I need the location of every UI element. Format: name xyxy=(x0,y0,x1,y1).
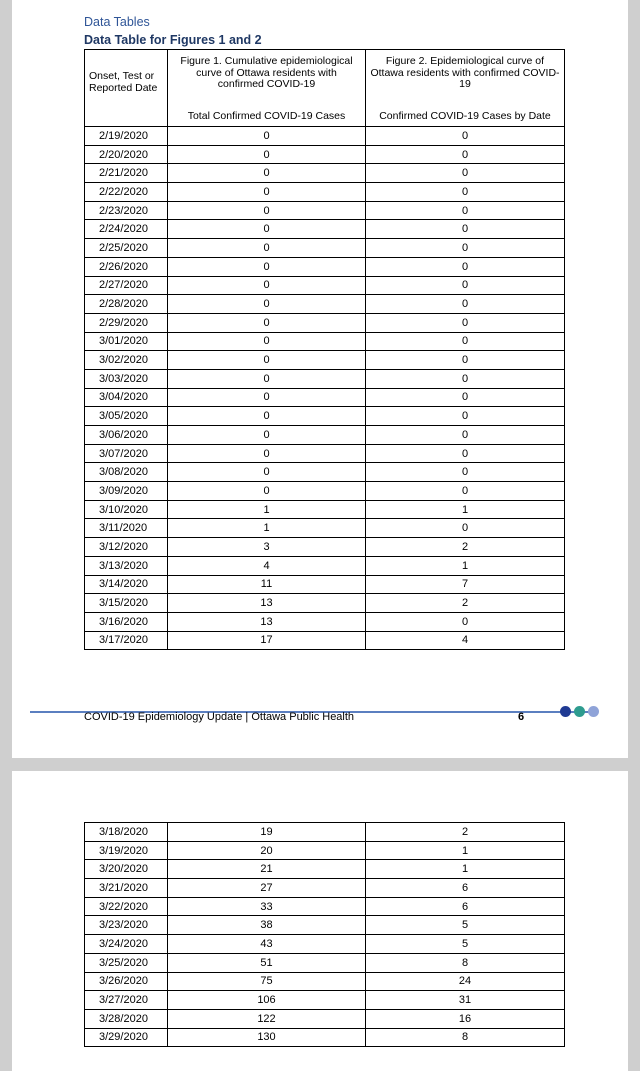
date-cell: 2/28/2020 xyxy=(85,295,168,314)
cumulative-cases-cell: 13 xyxy=(168,594,366,613)
date-cell: 3/11/2020 xyxy=(85,519,168,538)
date-cell: 3/17/2020 xyxy=(85,631,168,650)
date-cell: 3/10/2020 xyxy=(85,500,168,519)
date-cell: 3/14/2020 xyxy=(85,575,168,594)
date-cell: 2/21/2020 xyxy=(85,164,168,183)
header-figure-2-title: Figure 2. Epidemiological curve of Ottawa residents with confirmed COVID-19 xyxy=(370,55,560,90)
cumulative-cases-cell: 38 xyxy=(168,916,366,935)
footer-dots-icon xyxy=(556,705,606,719)
table-row xyxy=(85,276,565,295)
date-cell: 3/15/2020 xyxy=(85,594,168,613)
cumulative-cases-cell: 0 xyxy=(168,145,366,164)
daily-cases-cell: 16 xyxy=(366,1009,565,1028)
daily-cases-cell: 0 xyxy=(366,612,565,631)
table-row xyxy=(85,972,565,991)
daily-cases-cell: 5 xyxy=(366,916,565,935)
cumulative-cases-cell: 0 xyxy=(168,388,366,407)
date-cell: 3/12/2020 xyxy=(85,538,168,557)
daily-cases-cell: 0 xyxy=(366,407,565,426)
table-row xyxy=(85,879,565,898)
footer-dot-3 xyxy=(588,706,599,717)
table-row xyxy=(85,482,565,501)
date-cell: 3/18/2020 xyxy=(85,823,168,842)
table-row xyxy=(85,612,565,631)
document-page-2 xyxy=(12,771,628,1071)
table-row xyxy=(85,594,565,613)
table-row xyxy=(85,935,565,954)
date-cell: 3/20/2020 xyxy=(85,860,168,879)
data-table-part-1 xyxy=(84,49,565,650)
cumulative-cases-cell: 1 xyxy=(168,500,366,519)
header-figure-1 xyxy=(168,50,366,127)
daily-cases-cell: 0 xyxy=(366,295,565,314)
table-row xyxy=(85,897,565,916)
cumulative-cases-cell: 0 xyxy=(168,127,366,146)
daily-cases-cell: 0 xyxy=(366,164,565,183)
cumulative-cases-cell: 3 xyxy=(168,538,366,557)
cumulative-cases-cell: 0 xyxy=(168,426,366,445)
date-cell: 3/19/2020 xyxy=(85,841,168,860)
table-row xyxy=(85,201,565,220)
footer-dot-2 xyxy=(574,706,585,717)
date-cell: 3/23/2020 xyxy=(85,916,168,935)
cumulative-cases-cell: 75 xyxy=(168,972,366,991)
date-cell: 2/19/2020 xyxy=(85,127,168,146)
cumulative-cases-cell: 0 xyxy=(168,407,366,426)
daily-cases-cell: 2 xyxy=(366,823,565,842)
date-cell: 3/01/2020 xyxy=(85,332,168,351)
table-title: Data Table for Figures 1 and 2 xyxy=(84,33,262,47)
data-table-part-2 xyxy=(84,822,565,1047)
daily-cases-cell: 0 xyxy=(366,127,565,146)
date-cell: 3/13/2020 xyxy=(85,556,168,575)
daily-cases-cell: 0 xyxy=(366,388,565,407)
daily-cases-cell: 0 xyxy=(366,220,565,239)
table-row xyxy=(85,369,565,388)
daily-cases-cell: 0 xyxy=(366,463,565,482)
table-row xyxy=(85,407,565,426)
cumulative-cases-cell: 130 xyxy=(168,1028,366,1047)
date-cell: 3/04/2020 xyxy=(85,388,168,407)
cumulative-cases-cell: 51 xyxy=(168,953,366,972)
cumulative-cases-cell: 21 xyxy=(168,860,366,879)
date-cell: 3/26/2020 xyxy=(85,972,168,991)
daily-cases-cell: 0 xyxy=(366,482,565,501)
table-row xyxy=(85,444,565,463)
daily-cases-cell: 0 xyxy=(366,332,565,351)
date-cell: 3/28/2020 xyxy=(85,1009,168,1028)
cumulative-cases-cell: 0 xyxy=(168,444,366,463)
table-row xyxy=(85,426,565,445)
date-cell: 3/07/2020 xyxy=(85,444,168,463)
daily-cases-cell: 0 xyxy=(366,351,565,370)
table-row xyxy=(85,991,565,1010)
page-number: 6 xyxy=(518,711,525,723)
table-row xyxy=(85,127,565,146)
table-row xyxy=(85,295,565,314)
cumulative-cases-cell: 0 xyxy=(168,332,366,351)
daily-cases-cell: 0 xyxy=(366,145,565,164)
date-cell: 3/29/2020 xyxy=(85,1028,168,1047)
daily-cases-cell: 2 xyxy=(366,538,565,557)
daily-cases-cell: 5 xyxy=(366,935,565,954)
table-row xyxy=(85,500,565,519)
date-cell: 3/25/2020 xyxy=(85,953,168,972)
cumulative-cases-cell: 19 xyxy=(168,823,366,842)
cumulative-cases-cell: 0 xyxy=(168,201,366,220)
cumulative-cases-cell: 0 xyxy=(168,257,366,276)
date-cell: 3/21/2020 xyxy=(85,879,168,898)
daily-cases-cell: 31 xyxy=(366,991,565,1010)
table-row xyxy=(85,916,565,935)
date-cell: 2/23/2020 xyxy=(85,201,168,220)
section-heading: Data Tables xyxy=(84,15,150,29)
table-row xyxy=(85,519,565,538)
cumulative-cases-cell: 0 xyxy=(168,351,366,370)
daily-cases-cell: 0 xyxy=(366,369,565,388)
cumulative-cases-cell: 0 xyxy=(168,239,366,258)
daily-cases-cell: 6 xyxy=(366,879,565,898)
cumulative-cases-cell: 13 xyxy=(168,612,366,631)
table-header-row xyxy=(85,50,565,127)
header-date-label: Onset, Test or Reported Date xyxy=(89,70,158,94)
cumulative-cases-cell: 0 xyxy=(168,313,366,332)
table-row xyxy=(85,538,565,557)
cumulative-cases-cell: 106 xyxy=(168,991,366,1010)
daily-cases-cell: 8 xyxy=(366,1028,565,1047)
cumulative-cases-cell: 0 xyxy=(168,482,366,501)
cumulative-cases-cell: 20 xyxy=(168,841,366,860)
header-date xyxy=(85,50,168,127)
table-row xyxy=(85,1009,565,1028)
daily-cases-cell: 0 xyxy=(366,257,565,276)
daily-cases-cell: 0 xyxy=(366,276,565,295)
table-row xyxy=(85,164,565,183)
daily-cases-cell: 0 xyxy=(366,519,565,538)
daily-cases-cell: 0 xyxy=(366,444,565,463)
date-cell: 2/24/2020 xyxy=(85,220,168,239)
header-figure-1-subtitle: Total Confirmed COVID-19 Cases xyxy=(187,110,346,122)
header-figure-1-title: Figure 1. Cumulative epidemiological curve of Ottawa residents with confirmed COVID-19 xyxy=(180,55,353,90)
cumulative-cases-cell: 0 xyxy=(168,164,366,183)
date-cell: 2/20/2020 xyxy=(85,145,168,164)
date-cell: 3/06/2020 xyxy=(85,426,168,445)
cumulative-cases-cell: 43 xyxy=(168,935,366,954)
date-cell: 2/29/2020 xyxy=(85,313,168,332)
table-row xyxy=(85,463,565,482)
table-row xyxy=(85,183,565,202)
date-cell: 3/27/2020 xyxy=(85,991,168,1010)
daily-cases-cell: 7 xyxy=(366,575,565,594)
cumulative-cases-cell: 11 xyxy=(168,575,366,594)
table-row xyxy=(85,145,565,164)
date-cell: 3/22/2020 xyxy=(85,897,168,916)
date-cell: 3/03/2020 xyxy=(85,369,168,388)
table-body xyxy=(85,823,565,1047)
table-row xyxy=(85,631,565,650)
table-row xyxy=(85,860,565,879)
header-figure-2-subtitle: Confirmed COVID-19 Cases by Date xyxy=(379,110,551,122)
cumulative-cases-cell: 27 xyxy=(168,879,366,898)
table-row xyxy=(85,841,565,860)
cumulative-cases-cell: 4 xyxy=(168,556,366,575)
table-row xyxy=(85,556,565,575)
date-cell: 3/16/2020 xyxy=(85,612,168,631)
date-cell: 2/22/2020 xyxy=(85,183,168,202)
daily-cases-cell: 8 xyxy=(366,953,565,972)
table-row xyxy=(85,575,565,594)
table-row xyxy=(85,220,565,239)
cumulative-cases-cell: 0 xyxy=(168,369,366,388)
cumulative-cases-cell: 0 xyxy=(168,183,366,202)
table-row xyxy=(85,388,565,407)
daily-cases-cell: 1 xyxy=(366,860,565,879)
table-body xyxy=(85,50,565,650)
daily-cases-cell: 0 xyxy=(366,239,565,258)
table-row xyxy=(85,239,565,258)
footer-dot-1 xyxy=(560,706,571,717)
footer-text: COVID-19 Epidemiology Update | Ottawa Public Health xyxy=(84,711,355,723)
date-cell: 3/02/2020 xyxy=(85,351,168,370)
daily-cases-cell: 0 xyxy=(366,201,565,220)
cumulative-cases-cell: 33 xyxy=(168,897,366,916)
date-cell: 2/27/2020 xyxy=(85,276,168,295)
cumulative-cases-cell: 1 xyxy=(168,519,366,538)
table-row xyxy=(85,953,565,972)
cumulative-cases-cell: 17 xyxy=(168,631,366,650)
daily-cases-cell: 0 xyxy=(366,426,565,445)
cumulative-cases-cell: 0 xyxy=(168,463,366,482)
table-row xyxy=(85,823,565,842)
cumulative-cases-cell: 0 xyxy=(168,220,366,239)
date-cell: 3/08/2020 xyxy=(85,463,168,482)
cumulative-cases-cell: 122 xyxy=(168,1009,366,1028)
table-row xyxy=(85,332,565,351)
daily-cases-cell: 0 xyxy=(366,313,565,332)
daily-cases-cell: 1 xyxy=(366,556,565,575)
date-cell: 3/09/2020 xyxy=(85,482,168,501)
daily-cases-cell: 6 xyxy=(366,897,565,916)
cumulative-cases-cell: 0 xyxy=(168,276,366,295)
table-row xyxy=(85,1028,565,1047)
date-cell: 3/24/2020 xyxy=(85,935,168,954)
daily-cases-cell: 4 xyxy=(366,631,565,650)
table-row xyxy=(85,257,565,276)
table-row xyxy=(85,313,565,332)
header-figure-2 xyxy=(366,50,565,127)
daily-cases-cell: 1 xyxy=(366,500,565,519)
daily-cases-cell: 0 xyxy=(366,183,565,202)
date-cell: 2/26/2020 xyxy=(85,257,168,276)
table-row xyxy=(85,351,565,370)
daily-cases-cell: 1 xyxy=(366,841,565,860)
document-page-1 xyxy=(12,0,628,758)
cumulative-cases-cell: 0 xyxy=(168,295,366,314)
date-cell: 2/25/2020 xyxy=(85,239,168,258)
daily-cases-cell: 2 xyxy=(366,594,565,613)
date-cell: 3/05/2020 xyxy=(85,407,168,426)
daily-cases-cell: 24 xyxy=(366,972,565,991)
